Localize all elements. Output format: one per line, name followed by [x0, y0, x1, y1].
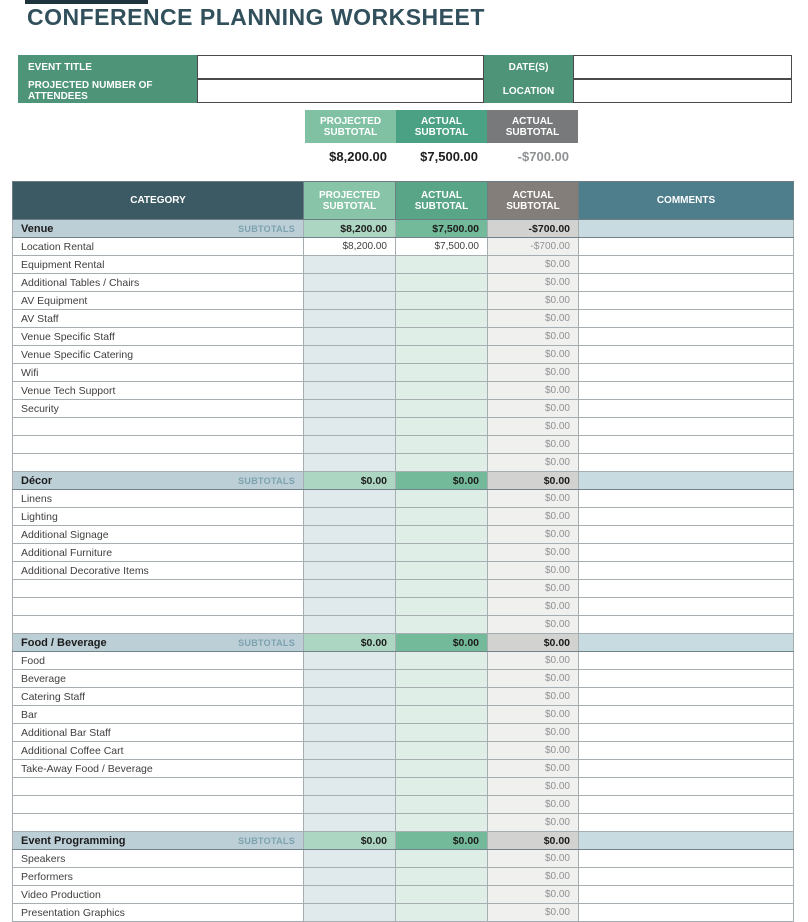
section-name: Décor [21, 474, 53, 487]
item-diff-cell[interactable]: $0.00 [488, 490, 579, 508]
item-name-cell[interactable] [13, 418, 304, 436]
item-projected-cell[interactable] [304, 814, 396, 832]
table-row [13, 652, 794, 670]
item-projected-cell[interactable] [304, 310, 396, 328]
item-name-cell[interactable]: Security [13, 400, 304, 418]
item-diff-cell[interactable]: $0.00 [488, 508, 579, 526]
item-actual-cell[interactable] [396, 328, 488, 346]
item-actual-cell[interactable] [396, 616, 488, 634]
item-actual-cell[interactable] [396, 886, 488, 904]
actual-subtotal-column-header: ACTUAL SUBTOTAL [396, 182, 488, 220]
item-name-cell[interactable] [13, 580, 304, 598]
item-actual-cell[interactable] [396, 508, 488, 526]
item-projected-cell[interactable] [304, 346, 396, 364]
section-name-cell [13, 220, 304, 238]
table-row [13, 742, 794, 760]
item-projected-cell[interactable] [304, 436, 396, 454]
table-row [13, 364, 794, 382]
table-row [13, 238, 794, 256]
table-row [13, 688, 794, 706]
section-projected-subtotal-cell[interactable]: $0.00 [304, 472, 396, 490]
item-name-cell[interactable]: Wifi [13, 364, 304, 382]
item-actual-cell[interactable] [396, 742, 488, 760]
item-projected-cell[interactable] [304, 490, 396, 508]
comments-column-header: COMMENTS [579, 182, 794, 220]
table-row [13, 904, 794, 922]
item-name-cell[interactable]: Bar [13, 706, 304, 724]
item-actual-cell[interactable] [396, 850, 488, 868]
item-diff-cell[interactable]: $0.00 [488, 274, 579, 292]
section-subtotal-row [13, 220, 794, 238]
table-row [13, 544, 794, 562]
item-name-cell[interactable]: Additional Tables / Chairs [13, 274, 304, 292]
table-row [13, 454, 794, 472]
section-name: Venue [21, 222, 54, 235]
item-actual-cell[interactable] [396, 562, 488, 580]
summary-values [305, 143, 578, 170]
table-row [13, 760, 794, 778]
section-actual-subtotal-cell[interactable]: $0.00 [396, 634, 488, 652]
item-actual-cell[interactable] [396, 706, 488, 724]
item-comments-cell[interactable] [579, 418, 794, 436]
page-title: CONFERENCE PLANNING WORKSHEET [27, 4, 485, 30]
item-comments-cell[interactable] [579, 580, 794, 598]
table-row [13, 328, 794, 346]
section-name: Food / Beverage [21, 636, 107, 649]
item-actual-cell[interactable] [396, 382, 488, 400]
section-diff-subtotal-cell[interactable]: $0.00 [488, 634, 579, 652]
item-actual-cell[interactable] [396, 274, 488, 292]
table-row [13, 346, 794, 364]
event-title-label: EVENT TITLE [18, 55, 197, 79]
item-projected-cell[interactable] [304, 526, 396, 544]
item-actual-cell[interactable] [396, 724, 488, 742]
item-projected-cell[interactable] [304, 274, 396, 292]
item-diff-cell[interactable]: $0.00 [488, 562, 579, 580]
item-name-cell[interactable] [13, 796, 304, 814]
item-comments-cell[interactable] [579, 364, 794, 382]
dates-input[interactable] [573, 55, 792, 79]
table-header-row [13, 182, 794, 220]
item-name-cell[interactable]: AV Staff [13, 310, 304, 328]
item-actual-cell[interactable]: $7,500.00 [396, 238, 488, 256]
item-diff-cell[interactable]: $0.00 [488, 544, 579, 562]
table-row [13, 868, 794, 886]
item-projected-cell[interactable] [304, 508, 396, 526]
item-actual-cell[interactable] [396, 904, 488, 922]
item-projected-cell[interactable] [304, 256, 396, 274]
item-actual-cell[interactable] [396, 580, 488, 598]
item-projected-cell[interactable] [304, 742, 396, 760]
summary-projected-value[interactable]: $8,200.00 [329, 149, 387, 164]
item-diff-cell[interactable]: $0.00 [488, 256, 579, 274]
item-diff-cell[interactable]: $0.00 [488, 796, 579, 814]
item-actual-cell[interactable] [396, 544, 488, 562]
item-actual-cell[interactable] [396, 796, 488, 814]
section-diff-subtotal-cell[interactable]: $0.00 [488, 472, 579, 490]
table-row [13, 526, 794, 544]
item-diff-cell[interactable]: $0.00 [488, 868, 579, 886]
item-name-cell[interactable]: Equipment Rental [13, 256, 304, 274]
table-row [13, 508, 794, 526]
event-title-input[interactable] [197, 55, 484, 79]
item-comments-cell[interactable] [579, 526, 794, 544]
attendees-label: PROJECTED NUMBER OF ATTENDEES [18, 79, 197, 103]
item-projected-cell[interactable] [304, 616, 396, 634]
item-actual-cell[interactable] [396, 364, 488, 382]
table-row [13, 382, 794, 400]
table-row [13, 274, 794, 292]
item-diff-cell[interactable]: -$700.00 [488, 238, 579, 256]
item-actual-cell[interactable] [396, 256, 488, 274]
item-name-cell[interactable] [13, 454, 304, 472]
section-projected-subtotal-cell[interactable]: $8,200.00 [304, 220, 396, 238]
item-name-cell[interactable]: Beverage [13, 670, 304, 688]
section-name-cell [13, 634, 304, 652]
section-name: Event Programming [21, 834, 126, 847]
item-name-cell[interactable]: Venue Tech Support [13, 382, 304, 400]
category-column-header: CATEGORY [13, 182, 304, 220]
item-comments-cell[interactable] [579, 238, 794, 256]
item-comments-cell[interactable] [579, 454, 794, 472]
item-actual-cell[interactable] [396, 292, 488, 310]
budget-table [12, 181, 794, 922]
item-name-cell[interactable]: Linens [13, 490, 304, 508]
item-diff-cell[interactable]: $0.00 [488, 724, 579, 742]
item-diff-cell[interactable]: $0.00 [488, 310, 579, 328]
item-projected-cell[interactable] [304, 886, 396, 904]
item-diff-cell[interactable]: $0.00 [488, 364, 579, 382]
item-name-cell[interactable] [13, 778, 304, 796]
table-row [13, 310, 794, 328]
item-name-cell[interactable]: Presentation Graphics [13, 904, 304, 922]
item-name-cell[interactable]: Catering Staff [13, 688, 304, 706]
item-projected-cell[interactable] [304, 562, 396, 580]
table-row [13, 778, 794, 796]
section-comments-cell[interactable] [579, 220, 794, 238]
item-actual-cell[interactable] [396, 760, 488, 778]
table-row [13, 490, 794, 508]
location-input[interactable] [573, 79, 792, 103]
section-comments-cell[interactable] [579, 634, 794, 652]
item-name-cell[interactable]: Take-Away Food / Beverage [13, 760, 304, 778]
item-comments-cell[interactable] [579, 436, 794, 454]
item-diff-cell[interactable]: $0.00 [488, 436, 579, 454]
item-diff-cell[interactable]: $0.00 [488, 850, 579, 868]
event-info-block [18, 55, 792, 103]
item-diff-cell[interactable]: $0.00 [488, 814, 579, 832]
section-name-cell [13, 832, 304, 850]
item-projected-cell[interactable] [304, 706, 396, 724]
table-row [13, 724, 794, 742]
section-name-cell [13, 472, 304, 490]
item-name-cell[interactable]: Video Production [13, 886, 304, 904]
item-actual-cell[interactable] [396, 814, 488, 832]
item-comments-cell[interactable] [579, 508, 794, 526]
item-name-cell[interactable]: Speakers [13, 850, 304, 868]
item-comments-cell[interactable] [579, 562, 794, 580]
item-projected-cell[interactable] [304, 598, 396, 616]
item-name-cell[interactable]: Food [13, 652, 304, 670]
table-body [13, 220, 794, 922]
item-projected-cell[interactable] [304, 364, 396, 382]
item-name-cell[interactable] [13, 814, 304, 832]
dates-label: DATE(S) [484, 55, 573, 79]
item-name-cell[interactable]: Venue Specific Staff [13, 328, 304, 346]
item-diff-cell[interactable]: $0.00 [488, 454, 579, 472]
item-comments-cell[interactable] [579, 598, 794, 616]
table-row [13, 580, 794, 598]
item-projected-cell[interactable] [304, 688, 396, 706]
summary-actual-value[interactable]: $7,500.00 [420, 149, 478, 164]
item-comments-cell[interactable] [579, 292, 794, 310]
item-comments-cell[interactable] [579, 256, 794, 274]
item-projected-cell[interactable] [304, 760, 396, 778]
item-actual-cell[interactable] [396, 526, 488, 544]
subtotals-label: SUBTOTALS [238, 475, 295, 486]
item-comments-cell[interactable] [579, 688, 794, 706]
item-actual-cell[interactable] [396, 688, 488, 706]
item-comments-cell[interactable] [579, 400, 794, 418]
item-diff-cell[interactable]: $0.00 [488, 346, 579, 364]
item-diff-cell[interactable]: $0.00 [488, 886, 579, 904]
item-diff-cell[interactable]: $0.00 [488, 760, 579, 778]
item-name-cell[interactable] [13, 616, 304, 634]
table-row [13, 292, 794, 310]
section-subtotal-row [13, 832, 794, 850]
item-diff-cell[interactable]: $0.00 [488, 706, 579, 724]
item-comments-cell[interactable] [579, 670, 794, 688]
item-comments-cell[interactable] [579, 544, 794, 562]
item-projected-cell[interactable] [304, 382, 396, 400]
subtotals-label: SUBTOTALS [238, 637, 295, 648]
section-subtotal-row [13, 634, 794, 652]
section-comments-cell[interactable] [579, 472, 794, 490]
item-name-cell[interactable]: Additional Signage [13, 526, 304, 544]
item-diff-cell[interactable]: $0.00 [488, 382, 579, 400]
table-row [13, 886, 794, 904]
item-comments-cell[interactable] [579, 904, 794, 922]
item-projected-cell[interactable] [304, 418, 396, 436]
table-row [13, 850, 794, 868]
item-comments-cell[interactable] [579, 796, 794, 814]
item-name-cell[interactable]: Additional Bar Staff [13, 724, 304, 742]
item-comments-cell[interactable] [579, 328, 794, 346]
table-row [13, 796, 794, 814]
item-actual-cell[interactable] [396, 868, 488, 886]
item-name-cell[interactable]: Location Rental [13, 238, 304, 256]
item-name-cell[interactable]: Additional Furniture [13, 544, 304, 562]
item-actual-cell[interactable] [396, 454, 488, 472]
attendees-input[interactable] [197, 79, 484, 103]
item-diff-cell[interactable]: $0.00 [488, 616, 579, 634]
item-name-cell[interactable]: Venue Specific Catering [13, 346, 304, 364]
item-projected-cell[interactable] [304, 670, 396, 688]
section-actual-subtotal-cell[interactable]: $0.00 [396, 832, 488, 850]
table-row [13, 400, 794, 418]
item-projected-cell[interactable] [304, 868, 396, 886]
item-projected-cell[interactable] [304, 652, 396, 670]
item-projected-cell[interactable] [304, 904, 396, 922]
item-comments-cell[interactable] [579, 814, 794, 832]
item-actual-cell[interactable] [396, 598, 488, 616]
table-row [13, 598, 794, 616]
item-diff-cell[interactable]: $0.00 [488, 400, 579, 418]
item-comments-cell[interactable] [579, 616, 794, 634]
section-diff-subtotal-cell[interactable]: -$700.00 [488, 220, 579, 238]
item-comments-cell[interactable] [579, 310, 794, 328]
item-comments-cell[interactable] [579, 778, 794, 796]
table-row [13, 562, 794, 580]
item-actual-cell[interactable] [396, 778, 488, 796]
table-row [13, 256, 794, 274]
table-row [13, 436, 794, 454]
section-comments-cell[interactable] [579, 832, 794, 850]
item-name-cell[interactable]: AV Equipment [13, 292, 304, 310]
item-projected-cell[interactable] [304, 544, 396, 562]
projected-subtotal-column-header: PROJECTED SUBTOTAL [304, 182, 396, 220]
item-name-cell[interactable]: Additional Coffee Cart [13, 742, 304, 760]
item-actual-cell[interactable] [396, 490, 488, 508]
subtotals-label: SUBTOTALS [238, 835, 295, 846]
item-name-cell[interactable]: Additional Decorative Items [13, 562, 304, 580]
summary-header [305, 110, 578, 143]
item-projected-cell[interactable] [304, 580, 396, 598]
section-actual-subtotal-cell[interactable]: $7,500.00 [396, 220, 488, 238]
item-diff-cell[interactable]: $0.00 [488, 418, 579, 436]
item-diff-cell[interactable]: $0.00 [488, 598, 579, 616]
item-actual-cell[interactable] [396, 346, 488, 364]
item-diff-cell[interactable]: $0.00 [488, 904, 579, 922]
item-name-cell[interactable] [13, 598, 304, 616]
location-label: LOCATION [484, 79, 573, 103]
item-projected-cell[interactable] [304, 724, 396, 742]
item-diff-cell[interactable]: $0.00 [488, 688, 579, 706]
summary-actual-subtotal-diff-header: ACTUAL SUBTOTAL [487, 110, 578, 143]
item-actual-cell[interactable] [396, 310, 488, 328]
item-name-cell[interactable] [13, 436, 304, 454]
item-comments-cell[interactable] [579, 706, 794, 724]
item-comments-cell[interactable] [579, 850, 794, 868]
item-diff-cell[interactable]: $0.00 [488, 670, 579, 688]
item-projected-cell[interactable] [304, 328, 396, 346]
summary-diff-value[interactable]: -$700.00 [517, 149, 569, 164]
table-row [13, 670, 794, 688]
summary-actual-subtotal-header: ACTUAL SUBTOTAL [396, 110, 487, 143]
item-actual-cell[interactable] [396, 418, 488, 436]
item-projected-cell[interactable] [304, 454, 396, 472]
item-projected-cell[interactable] [304, 292, 396, 310]
actual-subtotal-diff-column-header: ACTUAL SUBTOTAL [488, 182, 579, 220]
section-projected-subtotal-cell[interactable]: $0.00 [304, 634, 396, 652]
item-diff-cell[interactable]: $0.00 [488, 580, 579, 598]
item-comments-cell[interactable] [579, 886, 794, 904]
item-comments-cell[interactable] [579, 742, 794, 760]
subtotals-label: SUBTOTALS [238, 223, 295, 234]
item-diff-cell[interactable]: $0.00 [488, 292, 579, 310]
item-projected-cell[interactable]: $8,200.00 [304, 238, 396, 256]
item-diff-cell[interactable]: $0.00 [488, 526, 579, 544]
item-projected-cell[interactable] [304, 778, 396, 796]
section-projected-subtotal-cell[interactable]: $0.00 [304, 832, 396, 850]
item-comments-cell[interactable] [579, 652, 794, 670]
table-row [13, 616, 794, 634]
summary-projected-subtotal-header: PROJECTED SUBTOTAL [305, 110, 396, 143]
item-comments-cell[interactable] [579, 382, 794, 400]
item-comments-cell[interactable] [579, 274, 794, 292]
table-row [13, 418, 794, 436]
table-row [13, 706, 794, 724]
item-projected-cell[interactable] [304, 850, 396, 868]
item-actual-cell[interactable] [396, 652, 488, 670]
item-diff-cell[interactable]: $0.00 [488, 328, 579, 346]
item-comments-cell[interactable] [579, 868, 794, 886]
item-diff-cell[interactable]: $0.00 [488, 742, 579, 760]
item-actual-cell[interactable] [396, 670, 488, 688]
item-actual-cell[interactable] [396, 436, 488, 454]
section-actual-subtotal-cell[interactable]: $0.00 [396, 472, 488, 490]
item-projected-cell[interactable] [304, 400, 396, 418]
table-row [13, 814, 794, 832]
item-diff-cell[interactable]: $0.00 [488, 652, 579, 670]
item-name-cell[interactable]: Lighting [13, 508, 304, 526]
item-projected-cell[interactable] [304, 796, 396, 814]
item-name-cell[interactable]: Performers [13, 868, 304, 886]
item-actual-cell[interactable] [396, 400, 488, 418]
item-comments-cell[interactable] [579, 724, 794, 742]
item-comments-cell[interactable] [579, 760, 794, 778]
item-comments-cell[interactable] [579, 490, 794, 508]
item-comments-cell[interactable] [579, 346, 794, 364]
section-subtotal-row [13, 472, 794, 490]
section-diff-subtotal-cell[interactable]: $0.00 [488, 832, 579, 850]
item-diff-cell[interactable]: $0.00 [488, 778, 579, 796]
